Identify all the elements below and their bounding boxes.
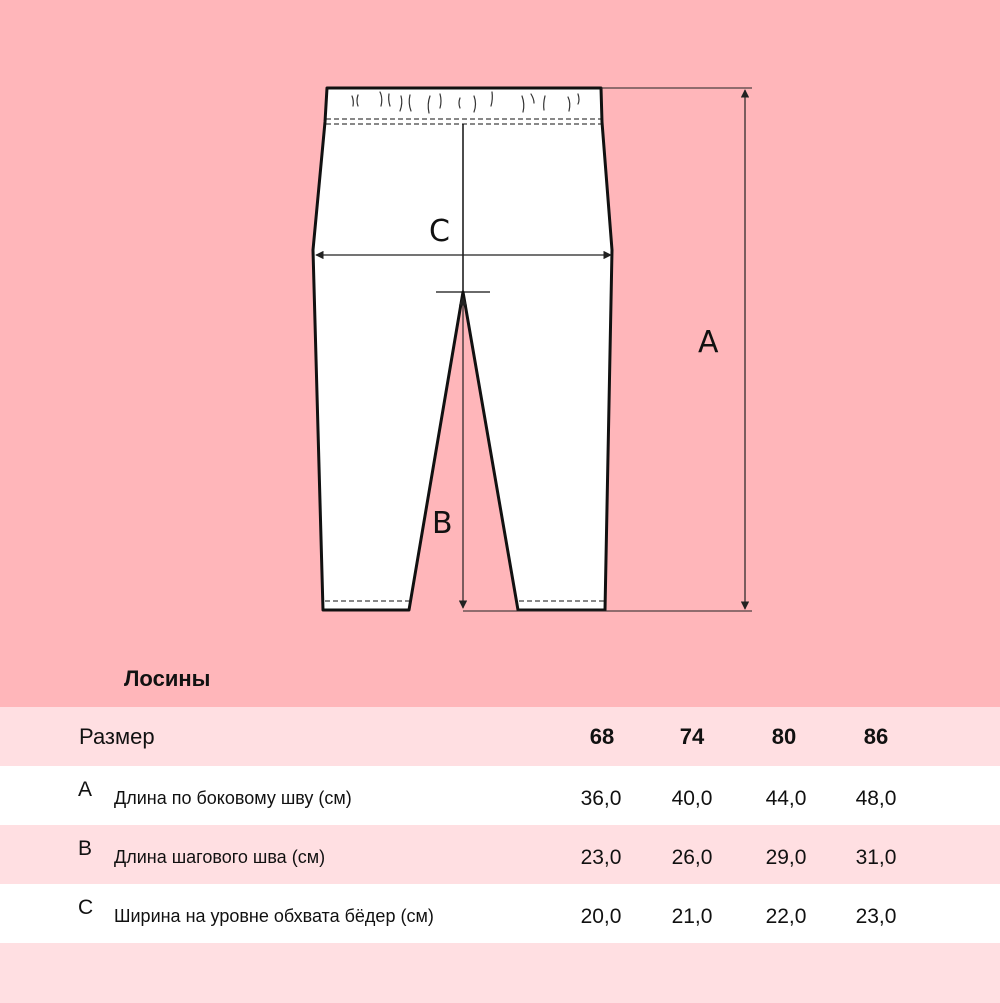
row-value: 36,0 (580, 787, 622, 810)
size-86: 86 (863, 724, 889, 749)
size-74: 74 (679, 724, 705, 749)
size-68: 68 (589, 724, 615, 749)
row-value: 23,0 (580, 846, 622, 869)
row-letter: B (78, 837, 93, 860)
row-value: 31,0 (855, 846, 897, 869)
dimension-b-label: B (432, 506, 453, 541)
row-description: Ширина на уровне обхвата бёдер (см) (114, 906, 434, 926)
row-letter: A (78, 778, 93, 801)
row-value: 26,0 (671, 846, 713, 869)
size-table-header (0, 707, 1000, 766)
table-row (0, 825, 1000, 884)
row-value: 21,0 (671, 905, 713, 928)
row-value: 29,0 (765, 846, 807, 869)
product-title: Лосины (124, 666, 211, 691)
dimension-a-label: A (698, 325, 719, 360)
table-row (0, 884, 1000, 943)
row-description: Длина шагового шва (см) (114, 847, 326, 867)
size-header-label: Размер (79, 724, 155, 749)
row-letter: C (78, 896, 94, 919)
row-value: 48,0 (855, 787, 897, 810)
row-description: Длина по боковому шву (см) (114, 788, 352, 808)
size-table (0, 707, 1000, 1003)
table-row (0, 766, 1000, 825)
row-value: 40,0 (671, 787, 713, 810)
row-value: 22,0 (765, 905, 807, 928)
table-footer-band (0, 943, 1000, 1003)
size-80: 80 (771, 724, 797, 749)
dimension-c-label: C (429, 214, 450, 249)
row-value: 23,0 (855, 905, 897, 928)
row-value: 44,0 (765, 787, 807, 810)
row-value: 20,0 (580, 905, 622, 928)
